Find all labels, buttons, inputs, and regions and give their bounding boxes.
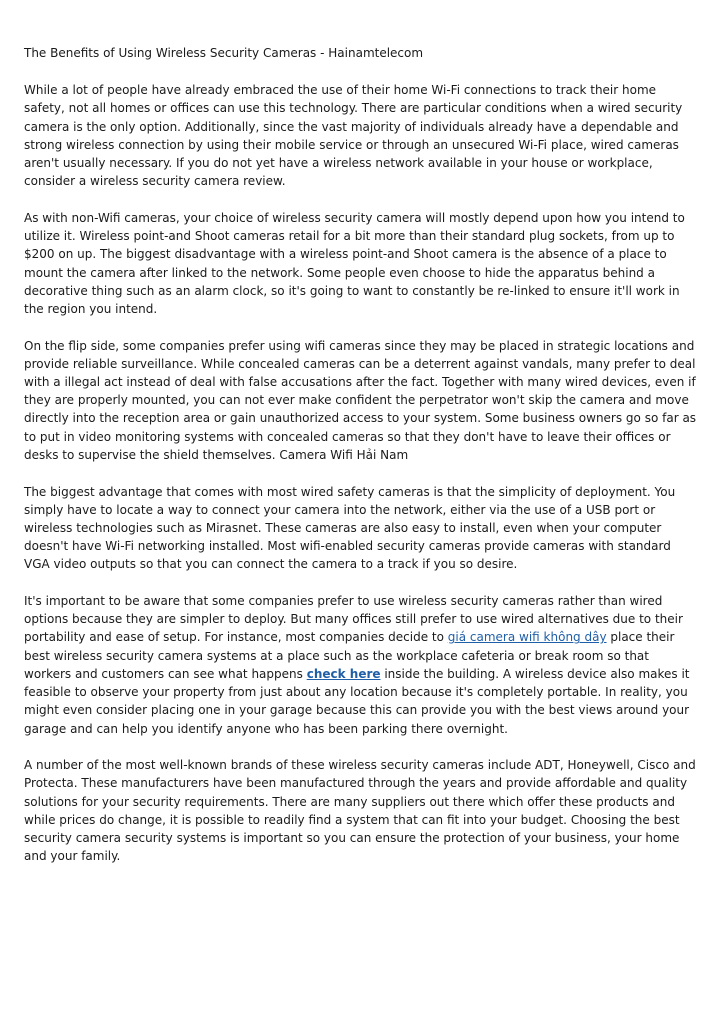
paragraph-1: While a lot of people have already embraced the use of their home Wi-Fi connections to track their home safety, not all homes or offices can use this technology. There are particular conditions when a wired security camera is the only option. Additionally, since the vast majority of individuals already have a dependable and strong wireless connection by using their mobile service or through an unsecured Wi-Fi place, wired cameras aren't usually necessary. If you do not yet have a wireless network available in your house or workplace, consider a wireless security camera review. [24, 83, 683, 189]
document-page [24, 0, 698, 865]
camera-wifi-price-link[interactable]: giá camera wifi không dây [447, 630, 607, 645]
paragraph-5-text-a: It's important to be aware that some companies prefer to use wireless security cameras rather than wired options because they are simpler to deploy. But many offices still prefer to use wired alternatives due to their portability and ease of setup. For instance, most companies decide to [24, 594, 683, 645]
document-title: The Benefits of Using Wireless Security Cameras - Hainamtelecom [24, 46, 424, 60]
paragraph-2: As with non-Wifi cameras, your choice of wireless security camera will mostly depend upon how you intend to utilize it. Wireless point-and Shoot cameras retail for a bit more than their standard plug sockets, from up to $200 on up. The biggest disadvantage with a wireless point-and Shoot camera is the absence of a place to mount the camera after linked to the network. Some people even choose to hide the apparatus behind a decorative thing such as an alarm clock, so it's going to want to constantly be re-linked to ensure it'll work in the region you intend. [24, 210, 685, 316]
check-here-link[interactable]: check here [306, 666, 381, 681]
paragraph-5 [24, 592, 698, 738]
paragraph-5-text-b: place their best wireless security camera systems at a place such as the workplace cafeteria or break room so that workers and customers can see what happens [24, 630, 675, 681]
paragraph-5-text-c: inside the building. A wireless device also makes it feasible to observe your property from just about any location because it's completely portable. In reality, you might even consider placing one in your garage because this can provide you with the best views around your garage and can help you identify anyone who has been parking there overnight. [24, 666, 690, 736]
paragraph-3: On the flip side, some companies prefer using wifi cameras since they may be placed in strategic locations and provide reliable surveillance. While concealed cameras can be a deterrent against vandals, many prefer to deal with a illegal act instead of deal with false accusations after the fact. Together with many wired devices, even if they are properly mounted, you can not ever make confident the perpetrator won't skip the camera and move directly into the reception area or gain unauthorized access to your system. Some business owners go so far as to put in video monitoring systems with concealed cameras so that they don't have to leave their offices or desks to supervise the shield themselves. Camera Wifi Hải Nam [24, 338, 697, 462]
paragraph-4: The biggest advantage that comes with most wired safety cameras is that the simplicity of deployment. You simply have to locate a way to connect your camera into the network, either via the use of a USB port or wireless technologies such as Mirasnet. These cameras are also easy to install, even when your computer doesn't have Wi-Fi networking installed. Most wifi-enabled security cameras provide cameras with standard VGA video outputs so that you can connect the camera to a track if you so desire. [24, 484, 676, 572]
paragraph-6: A number of the most well-known brands of these wireless security cameras include ADT, Honeywell, Cisco and Protecta. These manufacturers have been manufactured through the years and provide affordable and quality solutions for your security requirements. There are many suppliers out there which offer these products and while prices do change, it is possible to readily find a system that can fit into your budget. Choosing the best security camera security systems is important so you can ensure the protection of your business, your home and your family. [24, 758, 696, 864]
